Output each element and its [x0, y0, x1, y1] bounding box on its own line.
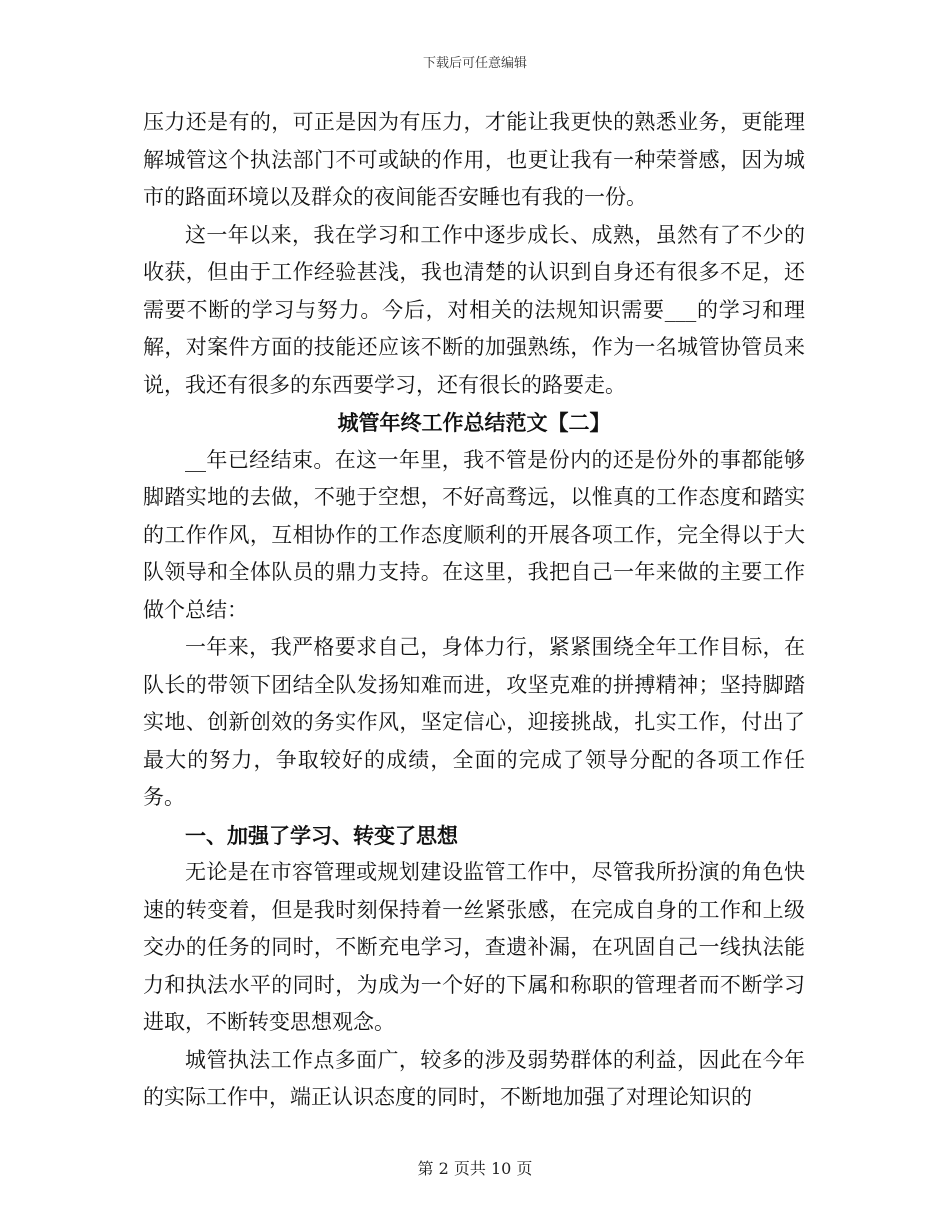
- paragraph: __年已经结束。在这一年里，我不管是份内的还是份外的事都能够脚踏实地的去做，不驰于空想，不好高骛远，以惟真的工作态度和踏实的工作作风，互相协作的工作态度顺利的开展各项工作，完全得以于大队领导和全体队员的鼎力支持。在这里，我把自己一年来做的主要工作做个总结：: [143, 447, 805, 622]
- document-body: [143, 104, 805, 1117]
- paragraph: 城管执法工作点多面广，较多的涉及弱势群体的利益，因此在今年的实际工作中，端正认识态度的同时，不断地加强了对理论知识的: [143, 1047, 805, 1109]
- subheading: 一、加强了学习、转变了思想: [185, 822, 458, 848]
- paragraph: 这一年以来，我在学习和工作中逐步成长、成熟，虽然有了不少的收获，但由于工作经验甚浅，我也清楚的认识到自身还有很多不足，还需要不断的学习与努力。今后，对相关的法规知识需要___的学习和理解，对案件方面的技能还应该不断的加强熟练，作为一名城管协管员来说，我还有很多的东西要学习，还有很长的路要走。: [143, 222, 805, 397]
- paragraph: 无论是在市容管理或规划建设监管工作中，尽管我所扮演的角色快速的转变着，但是我时刻保持着一丝紧张感，在完成自身的工作和上级交办的任务的同时，不断充电学习，查遗补漏，在巩固自己一线执法能力和执法水平的同时，为成为一个好的下属和称职的管理者而不断学习进取，不断转变思想观念。: [143, 860, 805, 1034]
- paragraph: 一年来，我严格要求自己，身体力行，紧紧围绕全年工作目标，在队长的带领下团结全队发扬知难而进，攻坚克难的拼搏精神；坚持脚踏实地、创新创效的务实作风，坚定信心，迎接挑战，扎实工作，付出了最大的努力，争取较好的成绩，全面的完成了领导分配的各项工作任务。: [143, 635, 805, 809]
- paragraph-continuation: 压力还是有的，可正是因为有压力，才能让我更快的熟悉业务，更能理解城管这个执法部门不可或缺的作用，也更让我有一种荣誉感，因为城市的路面环境以及群众的夜间能否安睡也有我的一份。: [143, 110, 805, 209]
- section-title: 城管年终工作总结范文【二】: [337, 410, 611, 435]
- page-number: 第 2 页共 10 页: [417, 1159, 533, 1178]
- page-header-note: 下载后可任意编辑: [422, 56, 527, 71]
